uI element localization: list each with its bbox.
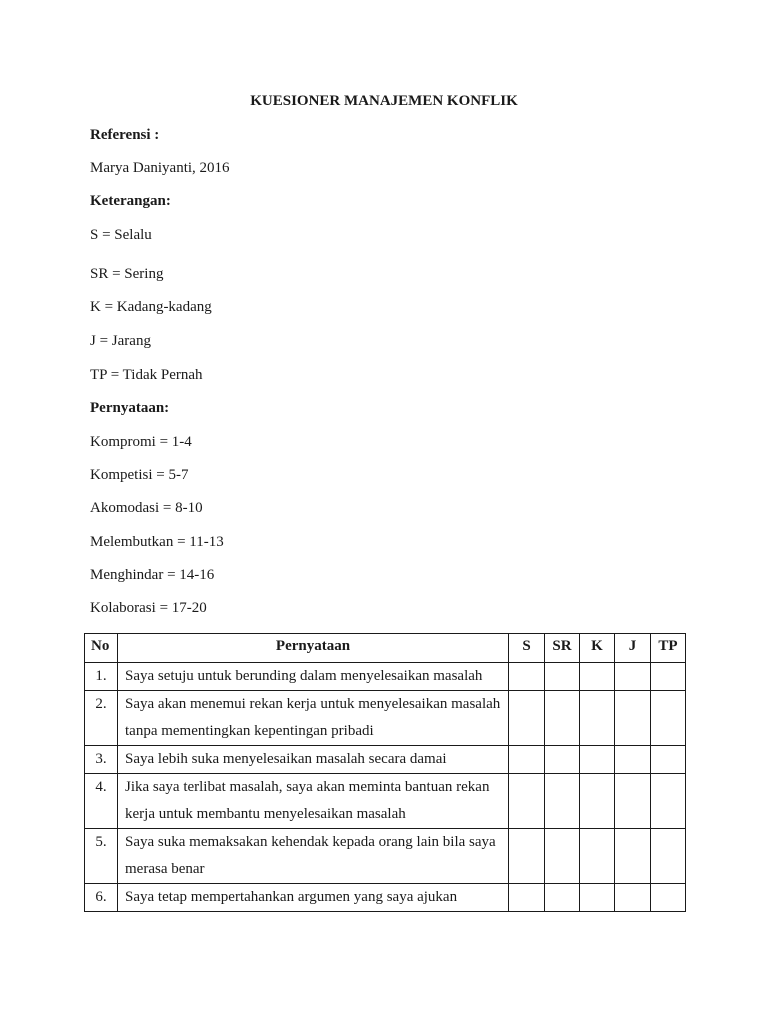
answer-cell-tp[interactable] — [651, 774, 686, 829]
header-j: J — [615, 634, 651, 663]
answer-cell-s[interactable] — [509, 746, 545, 774]
answer-cell-j[interactable] — [615, 829, 651, 884]
statement-text: Saya tetap mempertahankan argumen yang saya ajukan — [118, 884, 509, 912]
statement-text: Saya setuju untuk berunding dalam menyelesaikan masalah — [118, 663, 509, 691]
answer-cell-tp[interactable] — [651, 884, 686, 912]
keterangan-item-sr: SR = Sering — [90, 266, 164, 282]
answer-cell-sr[interactable] — [545, 663, 580, 691]
answer-cell-k[interactable] — [580, 774, 615, 829]
row-number: 3. — [85, 746, 118, 774]
answer-cell-k[interactable] — [580, 691, 615, 746]
table-row — [85, 691, 686, 746]
referensi-value: Marya Daniyanti, 2016 — [90, 160, 230, 176]
group-kolaborasi: Kolaborasi = 17-20 — [90, 600, 207, 616]
answer-cell-j[interactable] — [615, 746, 651, 774]
answer-cell-j[interactable] — [615, 691, 651, 746]
statement-text: Saya akan menemui rekan kerja untuk menyelesaikan masalah tanpa mementingkan kepentingan pribadi — [118, 691, 509, 746]
keterangan-item-k: K = Kadang-kadang — [90, 299, 212, 315]
row-number: 5. — [85, 829, 118, 884]
table-row — [85, 829, 686, 884]
table-row — [85, 774, 686, 829]
keterangan-item-tp: TP = Tidak Pernah — [90, 367, 203, 383]
answer-cell-j[interactable] — [615, 663, 651, 691]
answer-cell-sr[interactable] — [545, 884, 580, 912]
keterangan-item-j: J = Jarang — [90, 333, 151, 349]
header-tp: TP — [651, 634, 686, 663]
answer-cell-tp[interactable] — [651, 691, 686, 746]
document-title: KUESIONER MANAJEMEN KONFLIK — [250, 93, 518, 109]
answer-cell-sr[interactable] — [545, 829, 580, 884]
answer-cell-sr[interactable] — [545, 746, 580, 774]
answer-cell-k[interactable] — [580, 746, 615, 774]
group-akomodasi: Akomodasi = 8-10 — [90, 500, 203, 516]
answer-cell-k[interactable] — [580, 829, 615, 884]
answer-cell-s[interactable] — [509, 884, 545, 912]
row-number: 2. — [85, 691, 118, 746]
table-row — [85, 746, 686, 774]
group-menghindar: Menghindar = 14-16 — [90, 567, 215, 583]
row-number: 1. — [85, 663, 118, 691]
keterangan-item-s: S = Selalu — [90, 227, 152, 243]
header-no: No — [85, 634, 118, 663]
pernyataan-label: Pernyataan: — [90, 400, 170, 416]
statement-text: Saya suka memaksakan kehendak kepada orang lain bila saya merasa benar — [118, 829, 509, 884]
answer-cell-k[interactable] — [580, 884, 615, 912]
row-number: 6. — [85, 884, 118, 912]
answer-cell-k[interactable] — [580, 663, 615, 691]
answer-cell-s[interactable] — [509, 774, 545, 829]
answer-cell-s[interactable] — [509, 691, 545, 746]
header-sr: SR — [545, 634, 580, 663]
header-k: K — [580, 634, 615, 663]
answer-cell-tp[interactable] — [651, 829, 686, 884]
statement-text: Jika saya terlibat masalah, saya akan meminta bantuan rekan kerja untuk membantu menyelesaikan masalah — [118, 774, 509, 829]
answer-cell-s[interactable] — [509, 829, 545, 884]
answer-cell-s[interactable] — [509, 663, 545, 691]
answer-cell-tp[interactable] — [651, 746, 686, 774]
answer-cell-sr[interactable] — [545, 691, 580, 746]
table-row — [85, 884, 686, 912]
keterangan-label: Keterangan: — [90, 193, 171, 209]
group-kompetisi: Kompetisi = 5-7 — [90, 467, 189, 483]
referensi-label: Referensi : — [90, 127, 160, 143]
answer-cell-sr[interactable] — [545, 774, 580, 829]
group-kompromi: Kompromi = 1-4 — [90, 434, 192, 450]
answer-cell-tp[interactable] — [651, 663, 686, 691]
statement-text: Saya lebih suka menyelesaikan masalah secara damai — [118, 746, 509, 774]
answer-cell-j[interactable] — [615, 884, 651, 912]
group-melembutkan: Melembutkan = 11-13 — [90, 534, 224, 550]
row-number: 4. — [85, 774, 118, 829]
header-s: S — [509, 634, 545, 663]
table-row — [85, 663, 686, 691]
questionnaire-table — [84, 633, 686, 912]
header-pernyataan: Pernyataan — [118, 634, 509, 663]
answer-cell-j[interactable] — [615, 774, 651, 829]
table-header-row — [85, 634, 686, 663]
